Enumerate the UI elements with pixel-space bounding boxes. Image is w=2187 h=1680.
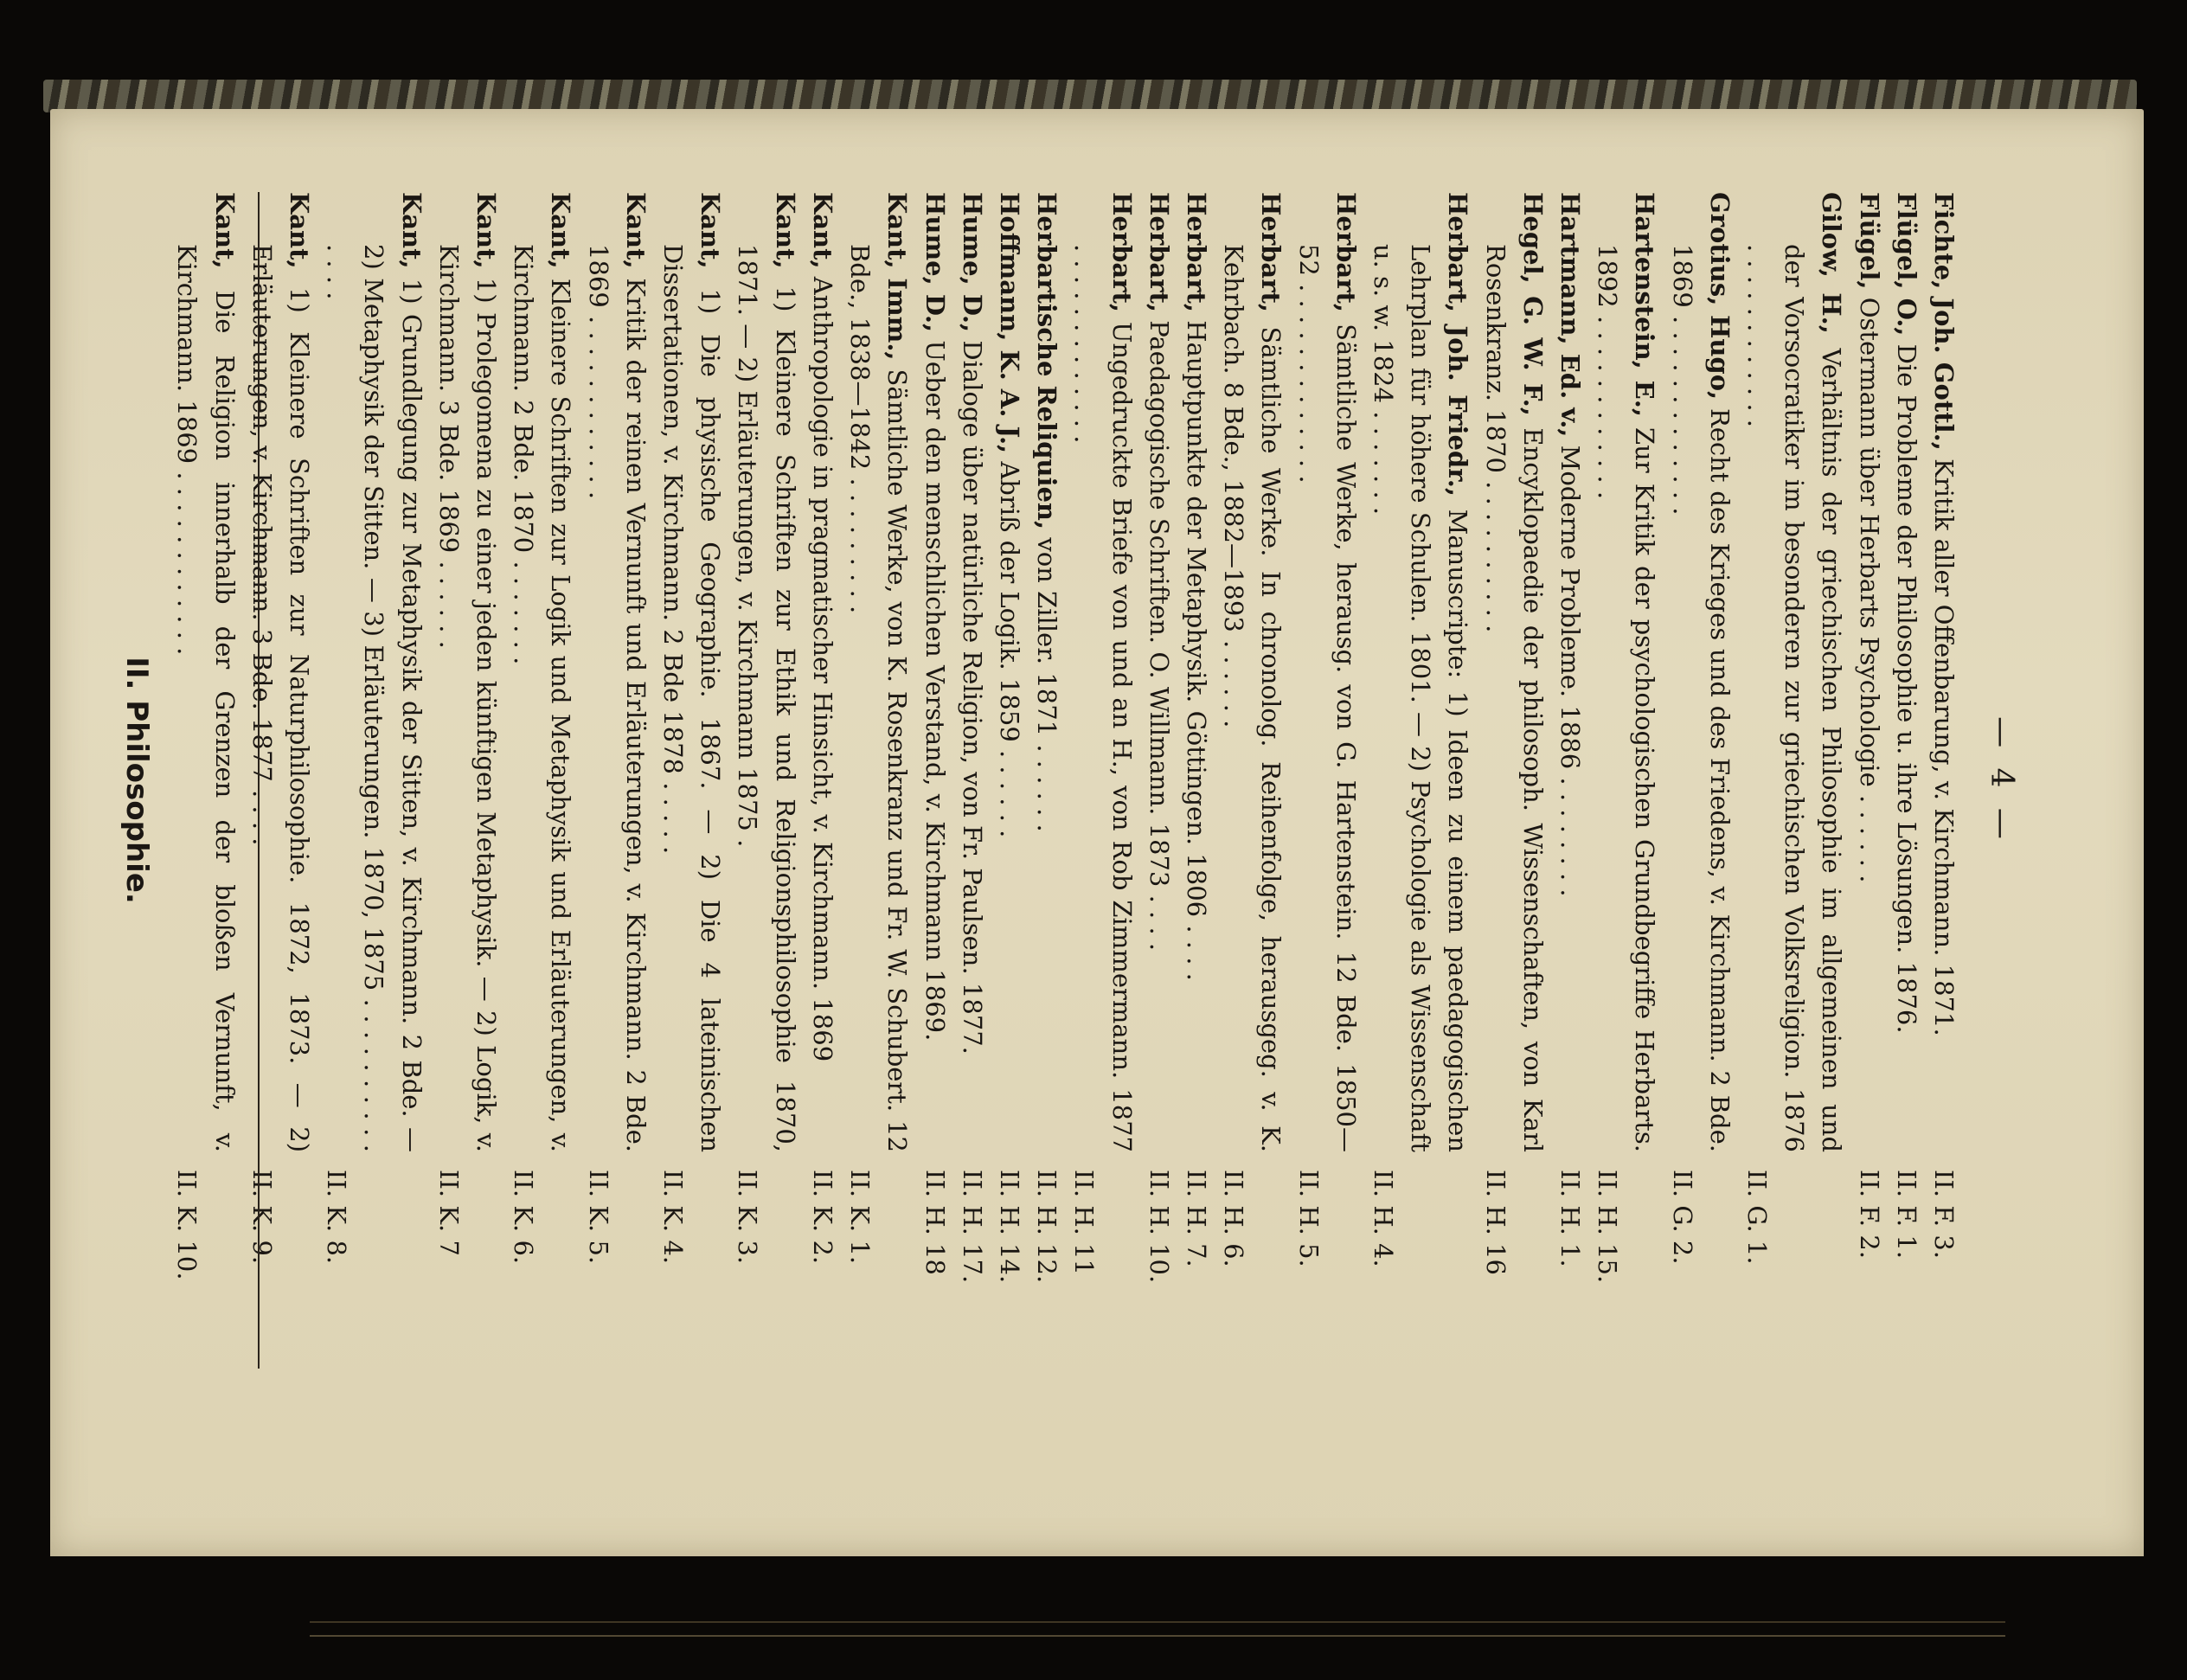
entry-author: Grotius, Hugo, <box>1704 192 1735 401</box>
entry-title: Sämtliche Werke, herausg. von G. Hartenstein. 12 Bde. 1850—52 . . . . . . . . . . . . . <box>1293 244 1361 1153</box>
entry-author: Herbart, <box>1331 192 1361 312</box>
entry-author: Herbart, <box>1144 192 1174 312</box>
entry-shelfmark: II. H. 4. <box>1368 1170 1398 1267</box>
entry-author: Kant, <box>285 192 315 269</box>
catalog-entry <box>1215 192 1289 1369</box>
entry-author: Herbart, <box>1181 192 1211 312</box>
entry-shelfmark: II. F. 2. <box>1854 1170 1884 1260</box>
entry-author: Kant, <box>696 192 726 269</box>
entry-author: Flügel, O., <box>1891 192 1921 337</box>
catalog-entry <box>504 192 579 1369</box>
catalog-entry <box>168 192 242 1369</box>
entry-title: 1) Grundlegung zur Metaphysik der Sitten, v. Kirchmann. 2 Bde. — 2) Metaphysik der Sitten. — 3) Erläuterungen. 1870, 1875 . . . . . . . . . . . . . . <box>322 244 426 1152</box>
entry-title: Paedagogische Schriften. O. Willmann. 1873 . . . . <box>1144 320 1174 952</box>
catalog-entry <box>915 192 952 1369</box>
entry-shelfmark: II. H. 14. <box>994 1170 1024 1284</box>
catalog-entry <box>1925 192 1962 1369</box>
catalog-entry <box>1177 192 1215 1369</box>
catalog-entry <box>579 192 653 1369</box>
catalog-entry <box>1888 192 1925 1369</box>
entry-title: von Ziller. 1871 . . . . . . <box>1032 537 1062 832</box>
entry-title: Abriß der Logik. 1859 . . . . . . <box>994 461 1024 838</box>
entry-title: Encyklopaedie der philosoph. Wissenschaften, von Karl Rosenkranz. 1870 . . . . . . . . . . <box>1480 244 1548 1152</box>
entry-author: Herbart, <box>1106 192 1137 312</box>
entry-title: Kritik der reinen Vernunft und Erläuterungen, v. Kirchmann. 2 Bde. 1869 . . . . . . . . . . . . <box>583 244 651 1153</box>
entry-title: Manuscripte: 1) Ideen zu einem paedagogischen Lehrplan für höhere Schulen. 1801. — 2) Psychologie als Wissenschaft u. s. w. 1824 . . . . . . . <box>1368 244 1473 1152</box>
entry-title: Verhältnis der griechischen Philosophie im allgemeinen und der Vorsocratiker im besonderen zur griechischen Volksreligion. 1876 . . . . . . . . . . . . <box>1741 244 1847 1153</box>
entry-author: Hartmann, Ed. v., <box>1555 192 1585 438</box>
entry-author: Herbart, <box>1256 192 1286 312</box>
entry-shelfmark: II. G. 2. <box>1667 1170 1697 1265</box>
entry-author: Fichte, Joh. Gottl., <box>1929 192 1959 451</box>
entry-title: Kritik aller Offenbarung, v. Kirchmann. 1871. <box>1929 458 1959 1036</box>
catalog-entry <box>728 192 803 1369</box>
catalog-entry <box>1738 192 1850 1369</box>
catalog-entry <box>243 192 317 1369</box>
entry-shelfmark: II. F. 1. <box>1891 1170 1921 1260</box>
catalog-entry <box>1850 192 1887 1369</box>
entry-shelfmark: II. H. 6. <box>1219 1170 1249 1267</box>
entry-shelfmark: II. K. 2. <box>807 1170 837 1265</box>
entry-author: Hoffmann, K. A. J., <box>994 192 1024 454</box>
catalog-entry <box>953 192 991 1369</box>
entry-shelfmark: II. H. 5. <box>1293 1170 1324 1267</box>
catalog-entry <box>1289 192 1363 1369</box>
catalog-entry <box>991 192 1028 1369</box>
entry-shelfmark: II. H. 1. <box>1555 1170 1585 1267</box>
entry-title: Ostermann über Herbarts Psychologie . . . . . . <box>1854 297 1884 883</box>
catalog-entry <box>430 192 504 1369</box>
entry-title: Sämtliche Werke, von K. Rosenkranz und Fr. W. Schubert. 12 Bde., 1838—1842 . . . . . . . . . <box>845 244 913 1152</box>
catalog-entry <box>1028 192 1065 1369</box>
entry-title: 1) Prolegomena zu einer jeden künftigen Metaphysik. — 2) Logik, v. Kirchmann. 3 Bde. 1869 . . . . . . <box>433 244 502 1152</box>
entry-title: Anthropologie in pragmatischer Hinsicht, v. Kirchmann. 1869 <box>807 276 837 1062</box>
entry-title: Zur Kritik der psychologischen Grundbegriffe Herbarts. 1892 . . . . . . . . . . . . <box>1593 244 1660 1152</box>
entry-author: Kant, <box>807 192 837 269</box>
entry-author: Kant, <box>546 192 576 269</box>
entry-title: 1) Kleinere Schriften zur Ethik und Religionsphilosophie 1870, 1871. — 2) Erläuterungen, v. Kirchmann 1875 . <box>733 244 800 1152</box>
entry-shelfmark: II. K. 5. <box>583 1170 613 1265</box>
entry-author: Kant, <box>396 192 426 269</box>
entry-shelfmark: II. H. 18 <box>920 1170 950 1275</box>
catalog-entry <box>1551 192 1588 1369</box>
entry-title: Recht des Krieges und des Friedens, v. Kirchmann. 2 Bde. 1869 . . . . . . . . . . . . . <box>1667 244 1735 1153</box>
entry-title: Dialoge über natürliche Religion, von Fr. Paulsen. 1877. <box>957 340 987 1055</box>
entry-author: Hartenstein, E., <box>1630 192 1660 417</box>
entry-shelfmark: II. K. 9. <box>247 1170 277 1265</box>
entry-shelfmark: II. G. 1. <box>1741 1170 1772 1265</box>
entry-author: Gilow, H., <box>1817 192 1847 334</box>
entry-author: Flügel, <box>1854 192 1884 290</box>
entry-shelfmark: II. K. 7 <box>433 1170 464 1256</box>
entry-title: Ungedruckte Briefe von und an H., von Rob Zimmermann. 1877 . . . . . . . . . . . . . <box>1069 244 1137 1153</box>
catalog-entry <box>1588 192 1663 1369</box>
entry-shelfmark: II. F. 3. <box>1929 1170 1959 1260</box>
entry-shelfmark: II. H. 15. <box>1593 1170 1623 1284</box>
rotated-page-content <box>0 192 2031 1680</box>
entry-author: Kant, Imm., <box>882 192 913 361</box>
entry-shelfmark: II. H. 10. <box>1144 1170 1174 1284</box>
entry-shelfmark: II. H. 12. <box>1032 1170 1062 1284</box>
catalog-entry-list <box>168 192 1962 1369</box>
section-heading: II. Philosophie. <box>119 657 154 904</box>
entry-title: Kleinere Schriften zur Logik und Metaphysik und Erläuterungen, v. Kirchmann. 2 Bde. 1870 . . . . . . . <box>509 244 576 1153</box>
entry-author: Herbart, Joh. Friedr., <box>1443 192 1473 497</box>
entry-shelfmark: II. K. 6. <box>509 1170 539 1265</box>
marbled-binding-edge <box>43 80 2137 112</box>
page-number: — 4 — <box>1984 716 2019 844</box>
catalog-entry <box>1476 192 1550 1369</box>
entry-shelfmark: II. H. 17. <box>957 1170 987 1284</box>
entry-author: Kant, <box>471 192 502 269</box>
entry-shelfmark: II. H. 7. <box>1181 1170 1211 1267</box>
entry-shelfmark: II. K. 10. <box>172 1170 202 1280</box>
entry-title: Moderne Probleme. 1886 . . . . . . . . <box>1555 445 1585 897</box>
catalog-entry <box>1364 192 1477 1369</box>
entry-author: Hume, D., <box>957 192 987 333</box>
entry-author: Hume, D., <box>920 192 950 333</box>
entry-shelfmark: II. H. 11 <box>1069 1170 1100 1275</box>
entry-title: Ueber den menschlichen Verstand, v. Kirchmann 1869. <box>920 340 950 1042</box>
catalog-entry <box>317 192 430 1369</box>
entry-author: Kant, <box>770 192 800 269</box>
entry-author: Herbartische Reliquien, <box>1032 192 1062 530</box>
entry-shelfmark: II. H. 16 <box>1480 1170 1510 1275</box>
entry-author: Hegel, G. W. F., <box>1517 192 1548 416</box>
entry-title: 1) Die physische Geographie. 1867. — 2) Die 4 lateinischen Dissertationen, v. Kirchmann. 2 Bde 1878 . . . . . <box>658 244 726 1152</box>
entry-author: Kant, <box>620 192 651 269</box>
entry-title: 1) Kleinere Schriften zur Naturphilosophie. 1872, 1873. — 2) Erläuterungen, v. Kirchmann. 3 Bde. 1877 . . . . <box>247 244 315 1153</box>
entry-title: Hauptpunkte der Metaphysik. Göttingen. 1806 . . . . <box>1181 320 1211 981</box>
entry-shelfmark: II. K. 8. <box>322 1170 352 1265</box>
catalog-entry <box>841 192 915 1369</box>
entry-author: Kant, <box>209 192 240 269</box>
catalog-entry <box>1140 192 1177 1369</box>
entry-title: Die Probleme der Philosophie u. ihre Lösungen. 1876. <box>1891 343 1921 1034</box>
catalog-entry <box>654 192 728 1369</box>
entry-title: Sämtliche Werke. In chronolog. Reihenfolge, herausgeg. v. K. Kehrbach. 8 Bde., 1882—1893 . . . . . . <box>1219 244 1286 1152</box>
catalog-entry <box>1065 192 1139 1369</box>
entry-shelfmark: II. K. 4. <box>658 1170 689 1265</box>
entry-shelfmark: II. K. 1. <box>845 1170 875 1265</box>
entry-shelfmark: II. K. 3. <box>733 1170 763 1265</box>
catalog-entry <box>1663 192 1737 1369</box>
section-rule <box>258 192 260 1369</box>
entry-title: Die Religion innerhalb der Grenzen der bloßen Vernunft, v. Kirchmann. 1869 . . . . . . . . . . . . <box>172 244 240 1152</box>
catalog-entry <box>804 192 841 1369</box>
